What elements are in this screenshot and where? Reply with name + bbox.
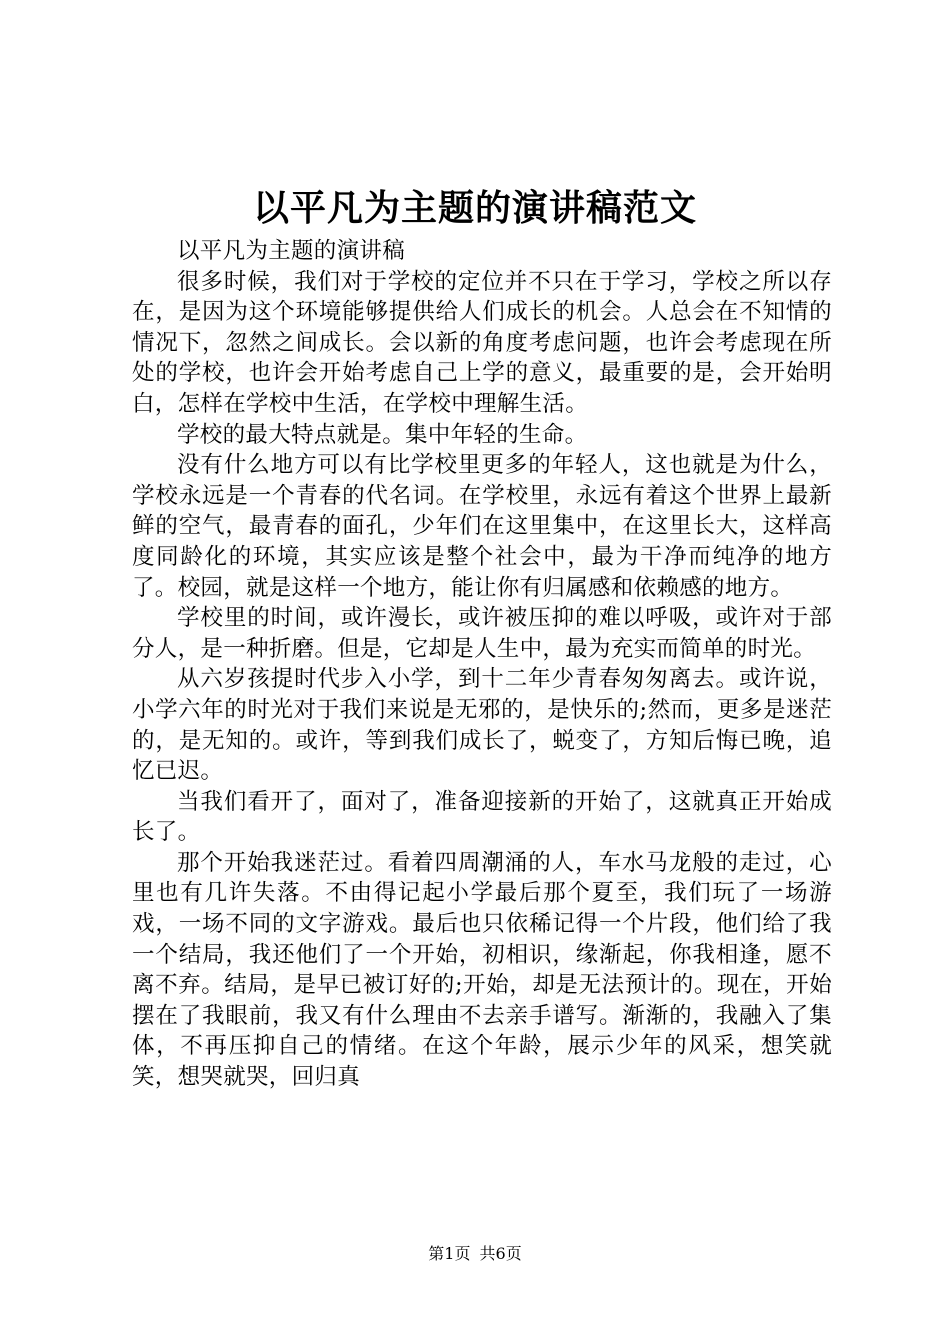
paragraph: 当我们看开了，面对了，准备迎接新的开始了，这就真正开始成长了。 (132, 788, 832, 846)
paragraph-subtitle: 以平凡为主题的演讲稿 (177, 238, 406, 264)
paragraph: 学校的最大特点就是。集中年轻的生命。 (177, 421, 588, 448)
page-footer (0, 1243, 950, 1265)
page-total: 共6页 (479, 1244, 522, 1263)
document-title: 以平凡为主题的演讲稿范文 (252, 187, 697, 229)
paragraph: 从六岁孩提时代步入小学，到十二年少青春匆匆离去。或许说，小学六年的时光对于我们来说是无邪的，是快乐的;然而，更多是迷茫的，是无知的。或许，等到我们成长了，蜕变了，方知后悔已晚，追忆已迟。 (132, 666, 832, 785)
paragraph: 那个开始我迷茫过。看着四周潮涌的人，车水马龙般的走过，心里也有几许失落。不由得记起小学最后那个夏至，我们玩了一场游戏，一场不同的文字游戏。最后也只依稀记得一个片段，他们给了我一个结局，我还他们了一个开始，初相识，缘渐起，你我相逢，愿不离不弃。结局，是早已被订好的;开始，却是无法预计的。现在，开始摆在了我眼前，我又有什么理由不去亲手谱写。渐渐的，我融入了集体，不再压抑自己的情绪。在这个年龄，展示少年的风采，想笑就笑，想哭就哭，回归真 (132, 849, 832, 1091)
page-number: 第1页 (428, 1244, 471, 1263)
paragraph: 没有什么地方可以有比学校里更多的年轻人，这也就是为什么，学校永远是一个青春的代名词。在学校里，永远有着这个世界上最新鲜的空气，最青春的面孔，少年们在这里集中，在这里长大，这样高度同龄化的环境，其实应该是整个社会中，最为干净而纯净的地方了。校园，就是这样一个地方，能让你有归属感和依赖感的地方。 (132, 452, 832, 601)
document-body (132, 236, 832, 1093)
paragraph: 学校里的时间，或许漫长，或许被压抑的难以呼吸，或许对于部分人，是一种折磨。但是，它却是人生中，最为充实而简单的时光。 (132, 605, 832, 662)
paragraph: 很多时候，我们对于学校的定位并不只在于学习，学校之所以存在，是因为这个环境能够提供给人们成长的机会。人总会在不知情的情况下，忽然之间成长。会以新的角度考虑问题，也许会考虑现在所处的学校，也许会开始考虑自己上学的意义，最重要的是，会开始明白，怎样在学校中生活，在学校中理解生活。 (132, 268, 832, 417)
